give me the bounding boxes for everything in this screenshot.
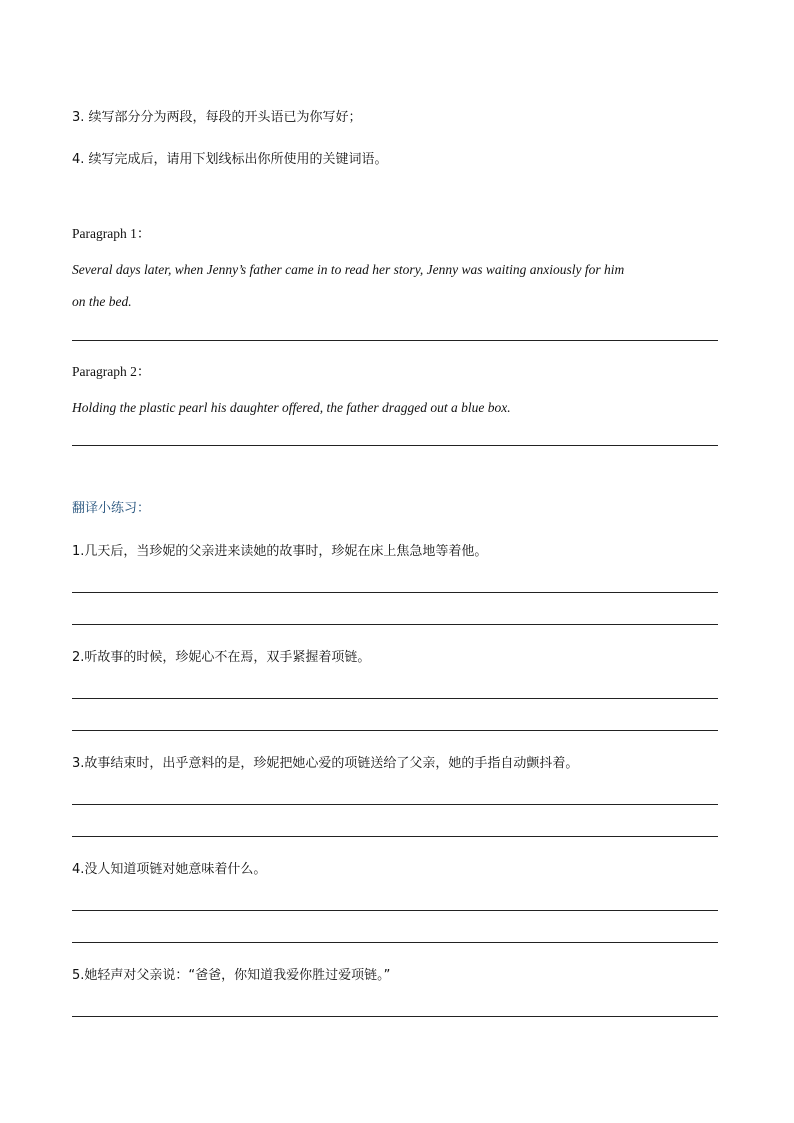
instruction-item-3: 3. 续写部分分为两段，每段的开头语已为你写好； xyxy=(72,110,362,125)
translation-item-3: 3.故事结束时，出乎意料的是，珍妮把她心爱的项链送给了父亲，她的手指自动颤抖着。 xyxy=(72,756,579,771)
writing-line-paragraph-2[interactable] xyxy=(72,445,718,446)
answer-line[interactable] xyxy=(72,836,718,837)
paragraph-1-opening-line-2: on the bed. xyxy=(72,294,132,309)
translation-heading: 翻译小练习： xyxy=(72,501,151,516)
translation-item-1: 1.几天后，当珍妮的父亲进来读她的故事时，珍妮在床上焦急地等着他。 xyxy=(72,544,488,559)
answer-line[interactable] xyxy=(72,804,718,805)
paragraph-2-opening: Holding the plastic pearl his daughter offered, the father dragged out a blue box. xyxy=(72,400,511,415)
translation-item-2: 2.听故事的时候，珍妮心不在焉，双手紧握着项链。 xyxy=(72,650,371,665)
answer-line[interactable] xyxy=(72,698,718,699)
instruction-item-4: 4. 续写完成后，请用下划线标出你所使用的关键词语。 xyxy=(72,152,388,167)
paragraph-1-label: Paragraph 1： xyxy=(72,226,151,241)
paragraph-2-label: Paragraph 2： xyxy=(72,364,151,379)
translation-item-5: 5.她轻声对父亲说：“爸爸，你知道我爱你胜过爱项链。” xyxy=(72,968,391,983)
answer-line[interactable] xyxy=(72,592,718,593)
answer-line[interactable] xyxy=(72,624,718,625)
paragraph-1-opening-line-1: Several days later, when Jenny’s father came in to read her story, Jenny was waiting anxiously for him xyxy=(72,262,625,277)
answer-line[interactable] xyxy=(72,910,718,911)
translation-item-4: 4.没人知道项链对她意味着什么。 xyxy=(72,862,267,877)
writing-line-paragraph-1[interactable] xyxy=(72,340,718,341)
answer-line[interactable] xyxy=(72,730,718,731)
answer-line[interactable] xyxy=(72,1016,718,1017)
answer-line[interactable] xyxy=(72,942,718,943)
